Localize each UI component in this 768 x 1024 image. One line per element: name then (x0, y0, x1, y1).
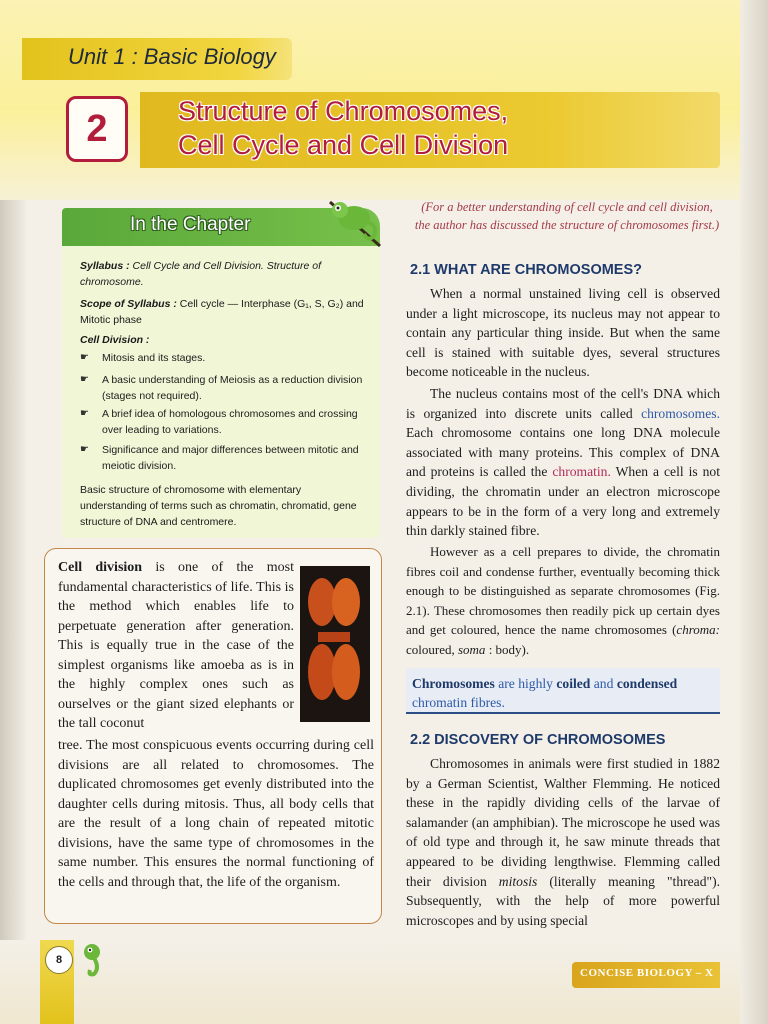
page-edge (740, 0, 768, 1024)
section-2-1-paragraph-3: However as a cell prepares to divide, the chromatin fibres coil and condense further, eventually becoming thick enough to be distinguished as separate chromosomes (Fig. 2.1). These chromosomes then readily pick up certain dyes and get coloured, hence the name chromosomes (chroma: coloured, soma : body). (406, 544, 720, 657)
cell-division-label: Cell Division : (80, 334, 150, 346)
page-number: 8 (45, 946, 73, 974)
chapter-footer-text: Basic structure of chromosome with elementary understanding of terms such as chromatin, chromatid, gene structure of DNA and centromere. (80, 484, 357, 528)
pointer-icon: ☛ (80, 374, 89, 385)
scope-line: Scope of Syllabus : Cell cycle — Interphase (G₁, S, G₂) and Mitotic phase (80, 298, 364, 326)
pointer-icon: ☛ (80, 408, 89, 419)
section-2-1-paragraph-2: The nucleus contains most of the cell's DNA which is organized into discrete units called chromosomes. Each chromosome contains one long DNA molecule associated with many proteins. This complex of DNA and proteins is called the chromatin. When a cell is not dividing, the chromatin under an electron microscope appears to be in the form of a very long and extremely thin darkly stained fibre. (406, 386, 720, 539)
chromosome-photo (300, 566, 370, 722)
section-2-2-heading: 2.2 DISCOVERY OF CHROMOSOMES (410, 732, 666, 748)
section-2-1-paragraph-1: When a normal unstained living cell is observed under a light microscope, its nucleus may not appear to contain any particular thing inside. But when the same cell is stained with suitable dyes, several structures become noticeable in the nucleus. (406, 286, 720, 380)
in-the-chapter-heading: In the Chapter (130, 214, 251, 235)
chromosome-definition: Chromosomes are highly coiled and condensed chromatin fibres. (412, 676, 678, 710)
book-tag-label: CONCISE BIOLOGY – X (580, 967, 714, 979)
cell-division-paragraph-bottom: tree. The most conspicuous events occurring during cell divisions are all related to chromosomes. The duplicated chromosomes get evenly distributed into the daughter cells during mitosis. Thus, all body cells that are the result of a long chain of repeated mitotic divisions, have the same type of chromosomes in the same number. This ensures the normal functioning of the cells and through that, the life of the organism. (58, 738, 374, 890)
cell-division-paragraph-top: Cell division is one of the most fundamental characteristics of life. This is the method which enables life to perpetuate generation after generation. This is equally true in the case of the simplest organisms like amoeba as is in the highly complex ones such as ourselves or the giant sized elephants or the tall coconut (58, 560, 295, 731)
author-note: (For a better understanding of cell cycle and cell division, the author has discussed the structure of chromosomes first.) (414, 200, 720, 232)
section-2-1-heading: 2.1 WHAT ARE CHROMOSOMES? (410, 262, 643, 278)
unit-label: Unit 1 : Basic Biology (68, 44, 276, 69)
syllabus-line: Syllabus : Cell Cycle and Cell Division. Structure of chromosome. (80, 260, 322, 288)
chapter-number: 2 (66, 96, 128, 162)
chameleon-icon (324, 192, 382, 248)
section-2-2-paragraph-1: Chromosomes in animals were first studied in 1882 by a German Scientist, Walther Flemming. He noticed these in the rapidly dividing cells of the larvae of salamander (an amphibian). The microscope he used was of old type and through it, he saw minute threads that appeared to be dividing lengthwise. Flemming called their division mitosis (literally meaning "thread"). Subsequently, with the help of more powerful microscopes and by using special (406, 756, 720, 928)
chameleon-icon (80, 940, 114, 978)
chapter-title-line-2: Cell Cycle and Cell Division (178, 130, 509, 160)
chapter-title-line-1: Structure of Chromosomes, (178, 96, 509, 126)
pointer-icon: ☛ (80, 444, 89, 455)
pointer-icon: ☛ (80, 352, 89, 363)
